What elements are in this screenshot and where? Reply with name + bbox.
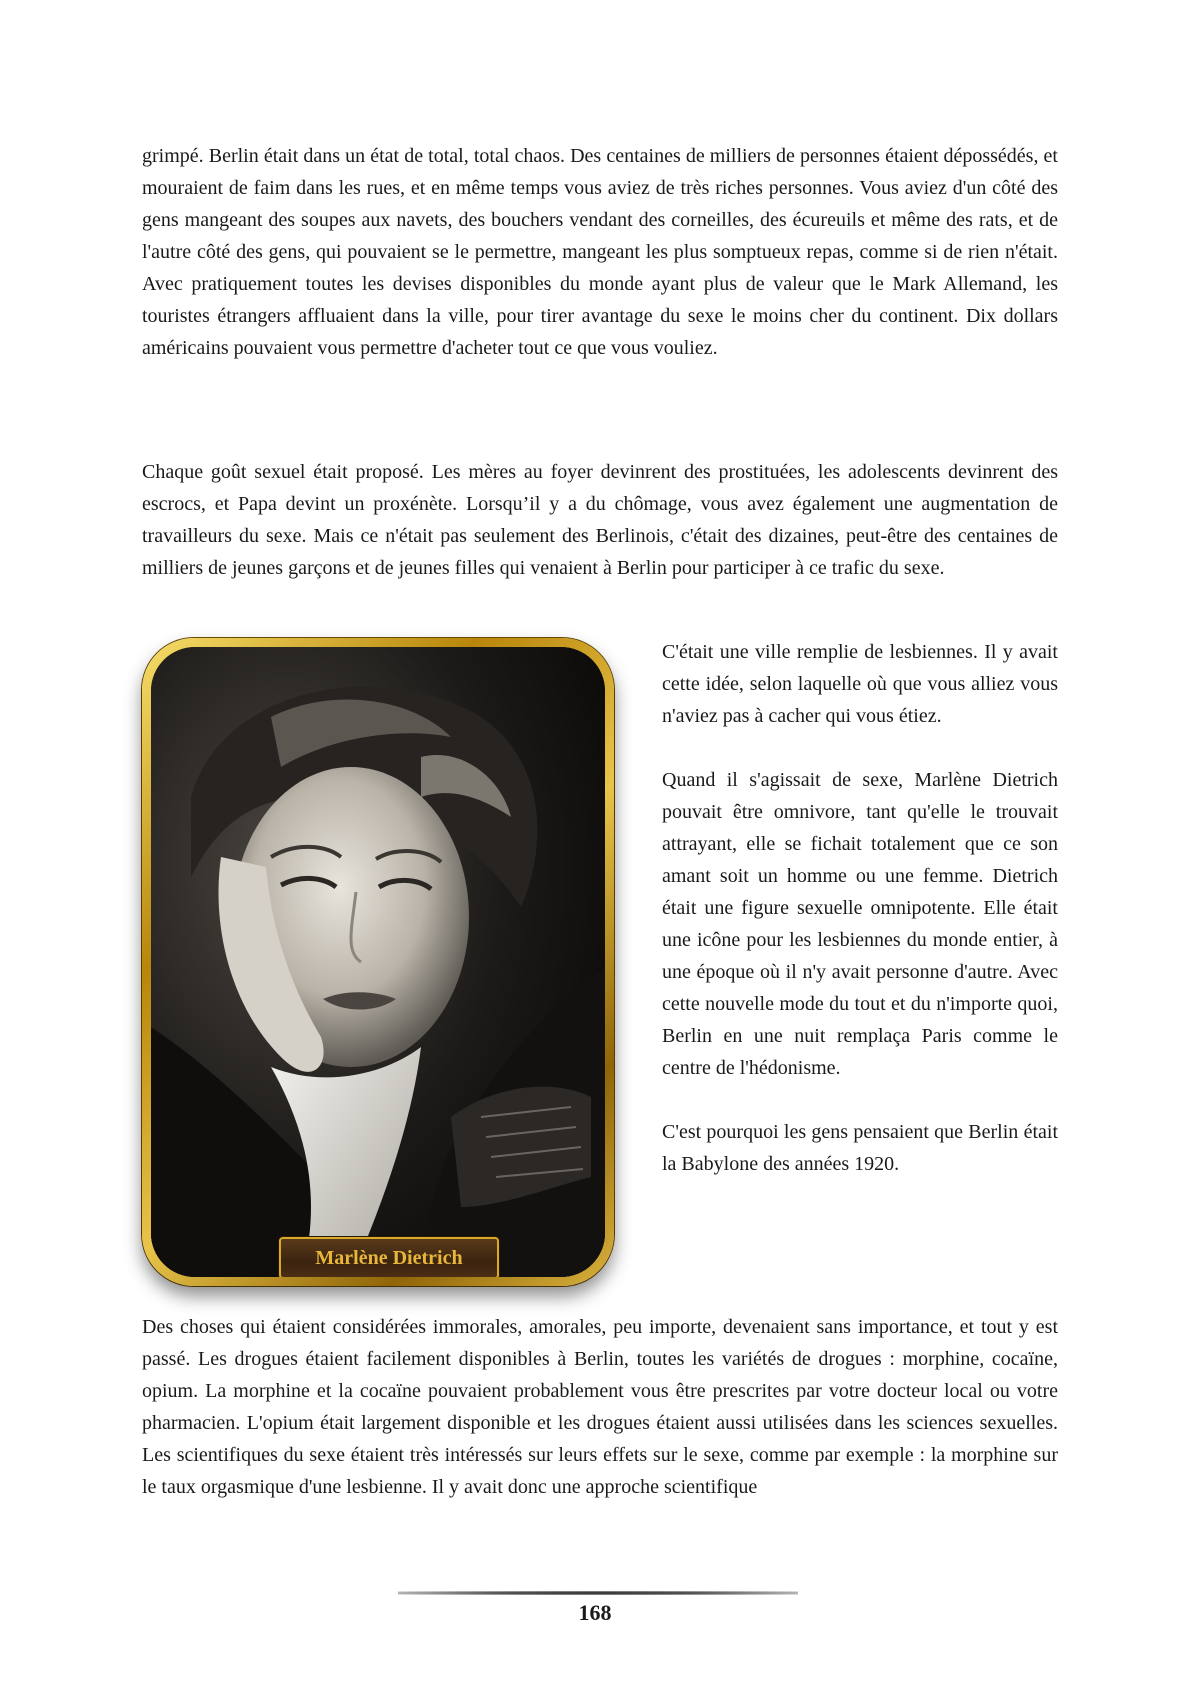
paragraph-sexual-trade: Chaque goût sexuel était proposé. Les mères au foyer devinrent des prostituées, les adolescents devinrent des escrocs, et Papa devint un proxénète. Lorsqu’il y a du chômage, vous avez également une augmentation de travailleurs du sexe. Mais ce n'était pas seulement des Berlinois, c'était des dizaines, peut-être des centaines de milliers de jeunes garçons et de jeunes filles qui venaient à Berlin pour participer à ce trafic du sexe.: [142, 461, 1058, 579]
paragraph-berlin-chaos: grimpé. Berlin était dans un état de total, total chaos. Des centaines de milliers de personnes étaient dépossédés, et mouraient de faim dans les rues, et en même temps vous aviez de très riches personnes. Vous aviez d'un côté des gens mangeant des soupes aux navets, des bouchers vendant des corneilles, des écureuils et même des rats, et de l'autre côté des gens, qui pouvaient se le permettre, mangeant les plus somptueux repas, comme si de rien n'était. Avec pratiquement toutes les devises disponibles du monde ayant plus de valeur que le Mark Allemand, les touristes étrangers affluaient dans la ville, pour tirer avantage du sexe le moins cher du continent. Dix dollars américains pouvaient vous permettre d'acheter tout ce que vous vouliez.: [142, 145, 1058, 359]
footer-divider: [398, 1591, 798, 1595]
paragraph-babylon: C'est pourquoi les gens pensaient que Berlin était la Babylone des années 1920.: [662, 1121, 1058, 1175]
paragraph-drugs: Des choses qui étaient considérées immorales, amorales, peu importe, devenaient sans importance, et tout y est passé. Les drogues étaient facilement disponibles à Berlin, toutes les variétés de drogues : morphine, cocaïne, opium. La morphine et la cocaïne pouvaient probablement vous être prescrites par votre docteur local ou votre pharmacien. L'opium était largement disponible et les drogues étaient aussi utilisées dans les sciences sexuelles. Les scientifiques du sexe étaient très intéressés sur leurs effets sur le sexe, comme par exemple : la morphine sur le taux orgasmique d'une lesbienne. Il y avait donc une approche scientifique: [142, 1316, 1058, 1498]
portrait-photo: [151, 647, 605, 1277]
right-column: [662, 636, 1058, 1212]
portrait-frame: [142, 638, 614, 1286]
page-number: 168: [578, 1600, 612, 1625]
paragraph-dietrich: Quand il s'agissait de sexe, Marlène Dietrich pouvait être omnivore, tant qu'elle le trouvait attrayant, elle se fichait totalement que ce son amant soit un homme ou une femme. Dietrich était une figure sexuelle omnipotente. Elle était une icône pour les lesbiennes du monde entier, à une époque où il n'y avait personne d'autre. Avec cette nouvelle mode du tout et du n'importe quoi, Berlin en une nuit remplaça Paris comme le centre de l'hédonisme.: [662, 769, 1058, 1079]
photo-caption: Marlène Dietrich: [315, 1246, 463, 1269]
paragraph-lesbian-city: C'était une ville remplie de lesbiennes. Il y avait cette idée, selon laquelle où que vous alliez vous n'aviez pas à cacher qui vous étiez.: [662, 641, 1058, 727]
photo-caption-plate: [279, 1237, 499, 1277]
portrait-illustration: [151, 647, 605, 1277]
